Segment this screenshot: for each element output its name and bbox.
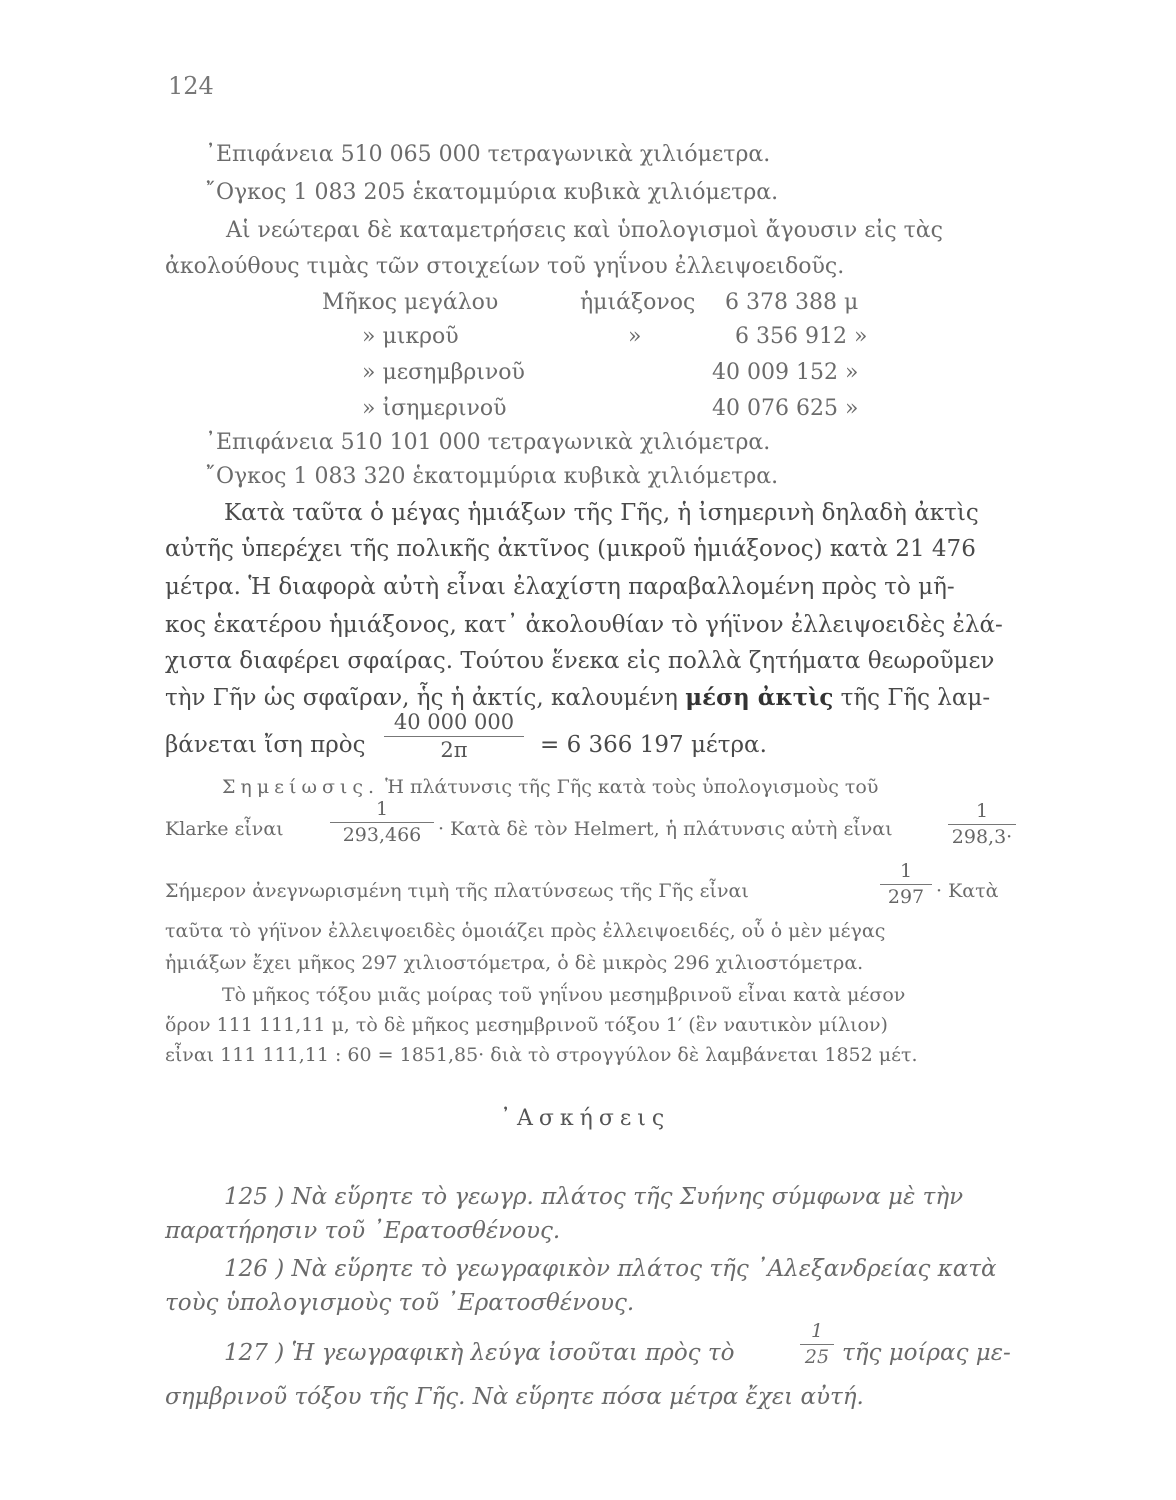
table-mid: ἡμιάξονος (580, 290, 696, 315)
formula-fraction (384, 712, 524, 761)
note-text: ταῦτα τὸ γήϊνον ἐλλειψοειδὲς ὁμοιάζει πρὸς ἐλλειψοειδές, οὗ ὁ μὲν μέγας (165, 920, 886, 942)
paragraph-line: κος ἑκατέρου ἡμιάξονος, κατ᾿ ἀκολουθίαν τὸ γήϊνον ἐλλειψοειδὲς ἐλά- (165, 612, 1003, 638)
formula-prefix: βάνεται ἴση πρὸς (165, 732, 366, 758)
note-text: Τὸ μῆκος τόξου μιᾶς μοίρας τοῦ γηΐνου μεσημβρινοῦ εἶναι κατὰ μέσον (222, 984, 906, 1006)
text-line: Αἱ νεώτεραι δὲ καταμετρήσεις καὶ ὑπολογισμοὶ ἄγουσιν εἰς τὰς (226, 218, 943, 243)
section-heading: ᾿Ασκήσεις (500, 1106, 671, 1131)
bold-term: μέση ἀκτὶς (685, 684, 834, 711)
flattening-fraction (880, 862, 932, 907)
note-text: Klarke εἶναι (165, 818, 284, 840)
table-mid: » (628, 324, 642, 349)
paragraph-text: τὴν Γῆν ὡς σφαῖραν, ἧς ἡ ἀκτίς, καλουμένη (165, 685, 678, 711)
table-label: » μεσημβρινοῦ (362, 360, 525, 385)
paragraph-line: μέτρα. Ἡ διαφορὰ αὐτὴ εἶναι ἐλαχίστη παραβαλλομένη πρὸς τὸ μῆ- (165, 574, 955, 600)
formula-result: = 6 366 197 μέτρα. (540, 732, 767, 758)
page-number: 124 (168, 72, 214, 100)
note-text: ἡμιάξων ἔχει μῆκος 297 χιλιοστόμετρα, ὁ δὲ μικρὸς 296 χιλιοστόμετρα. (165, 952, 864, 974)
note-text: · Κατὰ δὲ τὸν Helmert, ἡ πλάτυνσις αὐτὴ εἶναι (438, 818, 893, 840)
text-line: ἀκολούθους τιμὰς τῶν στοιχείων τοῦ γηΐνου ἐλλειψοειδοῦς. (165, 254, 845, 279)
exercise-line: τοὺς ὑπολογισμοὺς τοῦ ᾿Ερατοσθένους. (165, 1290, 635, 1316)
fraction-denominator: 2π (440, 738, 468, 762)
exercise-fraction (800, 1322, 834, 1367)
table-value: 40 009 152 » (712, 360, 859, 385)
note-text: Σήμερον ἀνεγνωρισμένη τιμὴ τῆς πλατύνσεως τῆς Γῆς εἶναι (165, 880, 749, 902)
text-line: ᾿Επιφάνεια 510 101 000 τετραγωνικὰ χιλιόμετρα. (205, 430, 771, 455)
fraction-bar (384, 736, 524, 737)
fraction-numerator: 40 000 000 (393, 710, 515, 734)
table-label: » ἰσημερινοῦ (362, 396, 507, 421)
table-label: » μικροῦ (362, 324, 459, 349)
paragraph-line: αὐτῆς ὑπερέχει τῆς πολικῆς ἀκτῖνος (μικροῦ ἡμιάξονος) κατὰ 21 476 (165, 536, 976, 562)
fraction-bar (800, 1344, 834, 1345)
exercise-line: 126 ) Νὰ εὕρητε τὸ γεωγραφικὸν πλάτος τῆς ᾿Αλεξανδρείας κατὰ (224, 1256, 997, 1282)
paragraph-line: Κατὰ ταῦτα ὁ μέγας ἡμιάξων τῆς Γῆς, ἡ ἰσημερινὴ δηλαδὴ ἀκτὶς (224, 500, 979, 526)
table-value: 40 076 625 » (712, 396, 859, 421)
fraction-bar (948, 824, 1016, 825)
exercise-line: τῆς μοίρας με- (842, 1340, 1011, 1366)
fraction-bar (330, 822, 434, 823)
text-line: ῎Ογκος 1 083 205 ἑκατομμύρια κυβικὰ χιλιόμετρα. (205, 180, 779, 205)
table-value: 6 378 388 μ (725, 290, 859, 315)
fraction-numerator: 1 (375, 798, 389, 820)
klarke-fraction (330, 800, 434, 845)
fraction-bar (880, 884, 932, 885)
table-value: 6 356 912 » (735, 324, 868, 349)
note-lead: Σημείωσις. (222, 776, 380, 798)
fraction-numerator: 1 (899, 860, 913, 882)
exercise-line: 125 ) Νὰ εὕρητε τὸ γεωγρ. πλάτος τῆς Συήνης σύμφωνα μὲ τὴν (224, 1184, 964, 1210)
exercise-line: σημβρινοῦ τόξου τῆς Γῆς. Νὰ εὕρητε πόσα μέτρα ἔχει αὐτή. (165, 1384, 864, 1410)
helmert-fraction (948, 802, 1016, 847)
fraction-denominator: 25 (804, 1346, 830, 1368)
note-text: Ἡ πλάτυνσις τῆς Γῆς κατὰ τοὺς ὑπολογισμοὺς τοῦ (385, 776, 879, 798)
fraction-numerator: 1 (975, 800, 989, 822)
paragraph-text: τῆς Γῆς λαμ- (840, 685, 991, 711)
note-text: ὅρον 111 111,11 μ, τὸ δὲ μῆκος μεσημβρινοῦ τόξου 1′ (ἓν ναυτικὸν μίλιον) (165, 1014, 888, 1036)
table-label: Μῆκος μεγάλου (322, 290, 499, 315)
fraction-denominator: 298,3· (951, 826, 1013, 848)
fraction-denominator: 297 (887, 886, 925, 908)
exercise-line: παρατήρησιν τοῦ ᾿Ερατοσθένους. (165, 1218, 561, 1244)
text-line: ῎Ογκος 1 083 320 ἑκατομμύρια κυβικὰ χιλιόμετρα. (205, 464, 779, 489)
text-line: ᾿Επιφάνεια 510 065 000 τετραγωνικὰ χιλιόμετρα. (205, 142, 771, 167)
note-line (222, 776, 878, 798)
fraction-denominator: 293,466 (342, 824, 422, 846)
note-text: εἶναι 111 111,11 : 60 = 1851,85· διὰ τὸ στρογγύλον δὲ λαμβάνεται 1852 μέτ. (165, 1044, 918, 1066)
note-text: · Κατὰ (936, 880, 999, 902)
paragraph-line: χιστα διαφέρει σφαίρας. Τούτου ἕνεκα εἰς πολλὰ ζητήματα θεωροῦμεν (165, 648, 995, 674)
fraction-numerator: 1 (810, 1320, 824, 1342)
paragraph-line (165, 684, 990, 711)
exercise-line: 127 ) Ἡ γεωγραφικὴ λεύγα ἰσοῦται πρὸς τὸ (224, 1340, 735, 1366)
